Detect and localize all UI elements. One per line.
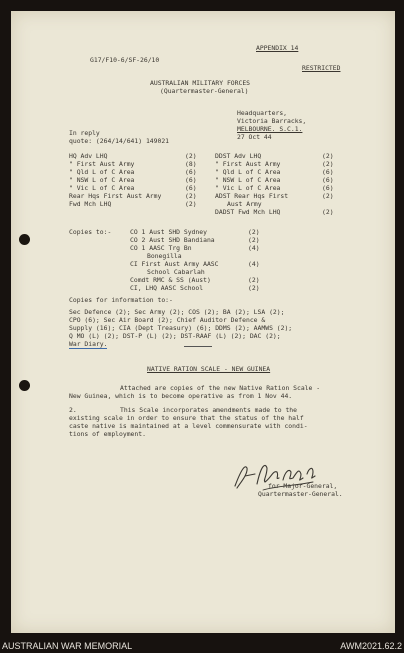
copies-to-item: CO 1 Aust SHD Sydney (130, 228, 207, 236)
copies-to-count: (2) (248, 284, 260, 292)
distribution-item: " Qld L of C Area (69, 168, 135, 176)
copies-info-line: Supply (16); CIA (Dept Treasury) (6); DDMS (2); AAMWS (2); (69, 324, 293, 332)
org-name: AUSTRALIAN MILITARY FORCES (150, 79, 251, 87)
copies-to-count: (2) (248, 276, 260, 284)
copies-info-line: CPO (6); Sec Air Board (2); Chief Auditor Defence & (69, 316, 266, 324)
copies-info-line: Q MO (L) (2); DST-P (L) (2); DST-RAAF (L) (2); DAC (2); (69, 332, 281, 340)
distribution-item: DDST Adv LHQ (215, 152, 262, 160)
copies-to-item: Bonegilla (147, 252, 182, 260)
distribution-item: " Qld L of C Area (215, 168, 281, 176)
address-line-3: MELBOURNE. S.C.1. (237, 125, 303, 133)
distribution-item: " Vic L of C Area (69, 184, 135, 192)
classification-label: RESTRICTED (302, 64, 341, 72)
copies-to-count: (2) (248, 236, 260, 244)
copies-to-count: (4) (248, 260, 260, 268)
copies-to-item: CI, LHQ AASC School (130, 284, 204, 292)
distribution-item: " Vic L of C Area (215, 184, 281, 192)
distribution-count: (6) (185, 184, 197, 192)
distribution-count: (2) (322, 160, 334, 168)
distribution-count: (2) (322, 192, 334, 200)
distribution-item: Rear Hqs First Aust Army (69, 192, 162, 200)
distribution-count: (2) (185, 192, 197, 200)
letter-date: 27 Oct 44 (237, 133, 272, 141)
paragraph-2-line: tions of employment. (69, 430, 146, 438)
distribution-item: HQ Adv LHQ (69, 152, 108, 160)
war-diary-entry: War Diary. (69, 340, 108, 348)
document-title: NATIVE RATION SCALE - NEW GUINEA (147, 365, 271, 373)
distribution-count: (6) (322, 176, 334, 184)
distribution-item: ADST Rear Hqs First (215, 192, 289, 200)
copies-to-item: Comdt RMC & SS (Aust) (130, 276, 211, 284)
distribution-count: (2) (322, 208, 334, 216)
copies-to-item: CO 1 AASC Trg Bn (130, 244, 192, 252)
distribution-count: (2) (185, 152, 197, 160)
reply-quote: quote: (264/14/641) 149021 (69, 137, 170, 145)
distribution-item: DADST Fwd Mch LHQ (215, 208, 281, 216)
paragraph-2-number: 2. (69, 406, 77, 414)
paragraph-2-line: caste native is maintained at a level commensurate with condi- (69, 422, 308, 430)
distribution-count: (2) (185, 200, 197, 208)
copies-to-count: (4) (248, 244, 260, 252)
paragraph-2-line: existing scale in order to ensure that the status of the half (69, 414, 304, 422)
distribution-item: Aust Army (227, 200, 262, 208)
signature-line-1: for Major-General, (268, 482, 338, 490)
distribution-item: " First Aust Army (215, 160, 281, 168)
distribution-count: (6) (322, 168, 334, 176)
appendix-label: APPENDIX 14 (256, 44, 299, 52)
distribution-count: (6) (322, 184, 334, 192)
distribution-count: (6) (185, 168, 197, 176)
distribution-item: Fwd Mch LHQ (69, 200, 112, 208)
copies-to-item: School Cabarlah (147, 268, 205, 276)
punch-hole (19, 234, 30, 245)
copies-to-item: CO 2 Aust SHD Bandiana (130, 236, 215, 244)
distribution-item: " NSW L of C Area (69, 176, 135, 184)
reply-label: In reply (69, 129, 100, 137)
signature-line-2: Quartermaster-General. (258, 490, 343, 498)
distribution-count: (6) (185, 176, 197, 184)
distribution-count: (2) (322, 152, 334, 160)
address-line-2: Victoria Barracks, (237, 117, 307, 125)
footer-accession-number: AWM2021.62.2 (340, 641, 402, 651)
divider-line (184, 346, 212, 347)
paragraph-1-line: New Guinea, which is to become operative as from 1 Nov 44. (69, 392, 293, 400)
paragraph-2-line: This Scale incorporates amendments made to the (120, 406, 297, 414)
copies-info-line: Sec Defence (2); Sec Army (2); COS (2); BA (2); LSA (2); (69, 308, 285, 316)
distribution-count: (8) (185, 160, 197, 168)
address-line-1: Headquarters, (237, 109, 288, 117)
punch-hole (19, 380, 30, 391)
reference-number: G17/F10-6/SF-26/10 (90, 56, 160, 64)
org-subtitle: (Quartermaster-General) (160, 87, 249, 95)
paragraph-1-line: Attached are copies of the new Native Ration Scale - (120, 384, 321, 392)
footer-institution: AUSTRALIAN WAR MEMORIAL (2, 641, 133, 651)
copies-to-item: CI First Aust Army AASC (130, 260, 219, 268)
copies-to-count: (2) (248, 228, 260, 236)
copies-info-label: Copies for information to:- (69, 296, 173, 304)
distribution-item: " First Aust Army (69, 160, 135, 168)
copies-to-label: Copies to:- (69, 228, 112, 236)
distribution-item: " NSW L of C Area (215, 176, 281, 184)
